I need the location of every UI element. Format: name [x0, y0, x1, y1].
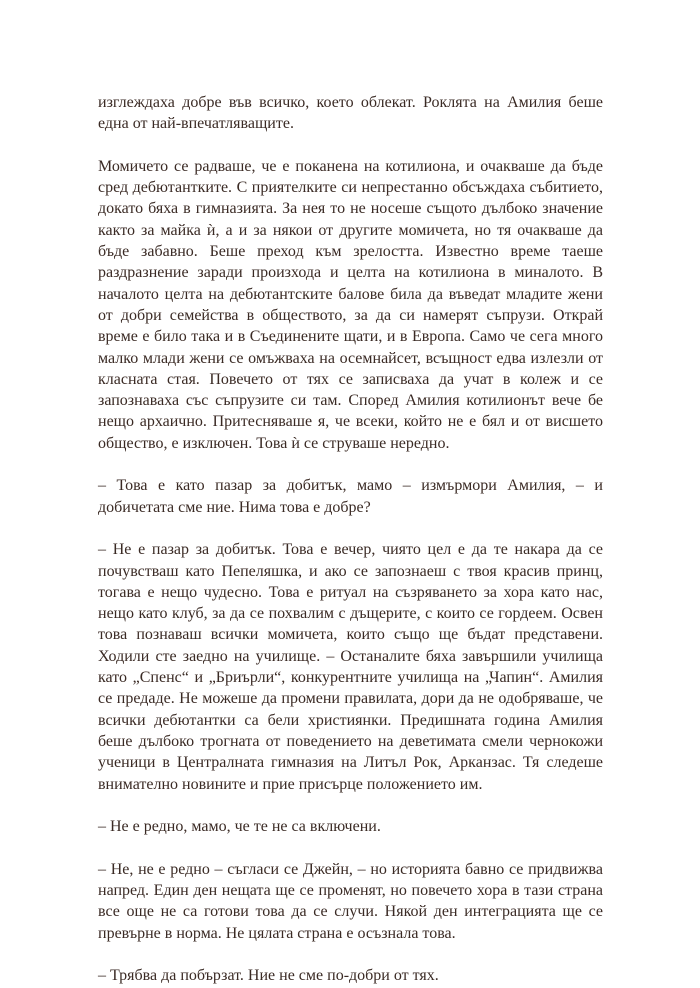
- paragraph-1: изглеждаха добре във всичко, което облекат. Роклята на Амилия беше една от най-впечатляващите.: [98, 94, 603, 133]
- paragraph-5: – Не е редно, мамо, че те не са включени.: [98, 818, 381, 836]
- paragraph-4: – Не е пазар за добитък. Това е вечер, чиято цел е да те накара да се почувстваш като Пепеляшка, и ако се запознаеш с твоя красив принц, тогава е нещо чудесно. Това е ритуал на съзряването за хора като нас, нещо като клуб, за да се похвалим с дъщерите, с които се гордеем. Освен това познаваш всички момичета, които също ще бъдат представени. Ходили сте заедно на училище. – Останалите бяха завършили училища като „Спенс“ и „Бриърли“, конкурентните училища на „Чапин“. Амилия се предаде. Не можеше да промени правилата, дори да не одобряваше, че всички дебютантки са бели християнки. Предишната година Амилия беше дълбоко трогната от поведението на деветимата смели чернокожи ученици в Централната гимназия на Литъл Рок, Арканзас. Тя следеше внимателно новините и прие присърце положението им.: [98, 541, 603, 793]
- paragraph-3: – Това е като пазар за добитък, мамо – измърмори Амилия, – и добичетата сме ние. Нима това е добре?: [98, 477, 603, 516]
- paragraph-7: – Трябва да побързат. Ние не сме по-добри от тях.: [98, 967, 439, 985]
- page-body: [98, 92, 603, 986]
- paragraph-2: Момичето се радваше, че е поканена на котилиона, и очакваше да бъде сред дебютантките. С приятелките си непрестанно обсъждаха събитието, докато бяха в гимназията. За нея то не носеше същото дълбоко значение както за майка ѝ, а и за някои от другите момичета, но тя очакваше да бъде забавно. Беше преход към зрелостта. Известно време таеше раздразнение заради произхода и целта на котилиона в миналото. В началото целта на дебютантските балове била да въведат младите жени от добри семейства в обществото, за да си намерят съпрузи. Открай време е било така и в Съединените щати, и в Европа. Само че сега много малко млади жени се омъжваха на осемнайсет, всъщност едва излезли от класната стая. Повечето от тях се записваха да учат в колеж и се запознаваха със съпрузите си там. Според Амилия котилионът вече бе нещо архаично. Притесняваше я, че всеки, който не е бял и от висшето общество, е изключен. Това ѝ се струваше нередно.: [98, 157, 603, 452]
- paragraph-6: – Не, не е редно – съгласи се Джейн, – но историята бавно се придвижва напред. Един ден нещата ще се променят, но повечето хора в тази страна все още не са готови това да се случи. Някой ден интеграцията ще се превърне в норма. Не цялата страна е осъзнала това.: [98, 860, 603, 942]
